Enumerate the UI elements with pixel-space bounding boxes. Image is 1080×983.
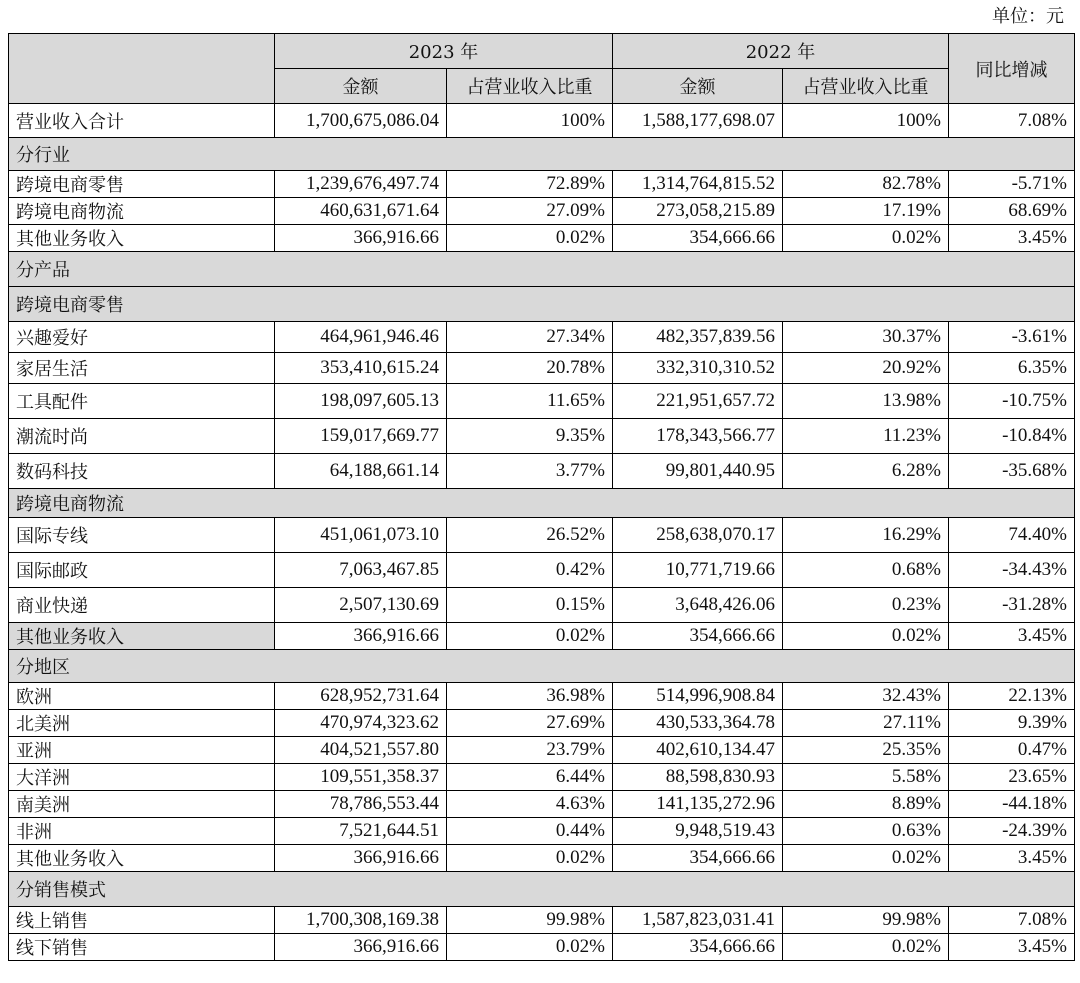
ratio-2023-cell: 11.65% <box>447 384 613 419</box>
yoy-cell: 74.40% <box>949 518 1075 553</box>
amount-2023-cell: 366,916.66 <box>275 845 447 872</box>
table-row <box>9 845 1075 872</box>
table-row <box>9 588 1075 623</box>
row-label: 线上销售 <box>9 907 275 934</box>
amount-2022-cell: 9,948,519.43 <box>613 818 783 845</box>
row-label: 家居生活 <box>9 353 275 384</box>
amount-2022-cell: 514,996,908.84 <box>613 683 783 710</box>
row-label: 数码科技 <box>9 454 275 489</box>
ratio-2022-cell: 0.02% <box>783 225 949 252</box>
section-row <box>9 650 1075 683</box>
row-label: 跨境电商零售 <box>9 171 275 198</box>
amount-2023-cell: 7,063,467.85 <box>275 553 447 588</box>
row-label: 北美洲 <box>9 710 275 737</box>
ratio-2022-cell: 0.68% <box>783 553 949 588</box>
ratio-2022-cell: 0.02% <box>783 845 949 872</box>
amount-2023-cell: 109,551,358.37 <box>275 764 447 791</box>
amount-2022-cell: 88,598,830.93 <box>613 764 783 791</box>
section-label: 分销售模式 <box>9 872 1075 907</box>
yoy-cell: 0.47% <box>949 737 1075 764</box>
row-label: 国际专线 <box>9 518 275 553</box>
row-label: 国际邮政 <box>9 553 275 588</box>
amount-2022-cell: 354,666.66 <box>613 225 783 252</box>
ratio-2023-cell: 26.52% <box>447 518 613 553</box>
table-body <box>9 104 1075 961</box>
amount-2023-cell: 404,521,557.80 <box>275 737 447 764</box>
amount-2023-cell: 1,700,308,169.38 <box>275 907 447 934</box>
amount-2023-cell: 159,017,669.77 <box>275 419 447 454</box>
row-label: 其他业务收入 <box>9 623 275 650</box>
ratio-2022-cell: 25.35% <box>783 737 949 764</box>
amount-2022-cell: 354,666.66 <box>613 623 783 650</box>
yoy-cell: -10.75% <box>949 384 1075 419</box>
amount-2022-cell: 402,610,134.47 <box>613 737 783 764</box>
amount-2023-cell: 460,631,671.64 <box>275 198 447 225</box>
table-row <box>9 553 1075 588</box>
header-blank <box>9 34 275 104</box>
yoy-cell: -5.71% <box>949 171 1075 198</box>
ratio-2022-cell: 99.98% <box>783 907 949 934</box>
section-label: 分地区 <box>9 650 1075 683</box>
row-label: 欧洲 <box>9 683 275 710</box>
amount-2023-cell: 451,061,073.10 <box>275 518 447 553</box>
ratio-2022-cell: 11.23% <box>783 419 949 454</box>
yoy-cell: 3.45% <box>949 623 1075 650</box>
ratio-2022-cell: 13.98% <box>783 384 949 419</box>
yoy-cell: -24.39% <box>949 818 1075 845</box>
table-row <box>9 322 1075 353</box>
amount-2022-cell: 1,587,823,031.41 <box>613 907 783 934</box>
amount-2023-cell: 198,097,605.13 <box>275 384 447 419</box>
yoy-cell: 22.13% <box>949 683 1075 710</box>
table-row <box>9 104 1075 138</box>
ratio-2023-cell: 36.98% <box>447 683 613 710</box>
ratio-2023-cell: 0.15% <box>447 588 613 623</box>
ratio-2022-cell: 6.28% <box>783 454 949 489</box>
header-amount-2022: 金额 <box>613 69 783 104</box>
amount-2023-cell: 464,961,946.46 <box>275 322 447 353</box>
yoy-cell: -44.18% <box>949 791 1075 818</box>
header-row-years <box>9 34 1075 69</box>
ratio-2023-cell: 99.98% <box>447 907 613 934</box>
table-row <box>9 764 1075 791</box>
yoy-cell: 9.39% <box>949 710 1075 737</box>
amount-2022-cell: 258,638,070.17 <box>613 518 783 553</box>
amount-2022-cell: 178,343,566.77 <box>613 419 783 454</box>
ratio-2022-cell: 16.29% <box>783 518 949 553</box>
yoy-cell: 3.45% <box>949 845 1075 872</box>
table-row <box>9 419 1075 454</box>
amount-2023-cell: 366,916.66 <box>275 225 447 252</box>
section-row <box>9 489 1075 518</box>
table-row <box>9 198 1075 225</box>
amount-2022-cell: 354,666.66 <box>613 934 783 961</box>
header-ratio-2023: 占营业收入比重 <box>447 69 613 104</box>
yoy-cell: 6.35% <box>949 353 1075 384</box>
amount-2022-cell: 332,310,310.52 <box>613 353 783 384</box>
amount-2023-cell: 1,239,676,497.74 <box>275 171 447 198</box>
ratio-2023-cell: 0.42% <box>447 553 613 588</box>
amount-2023-cell: 1,700,675,086.04 <box>275 104 447 138</box>
yoy-cell: 7.08% <box>949 907 1075 934</box>
amount-2023-cell: 628,952,731.64 <box>275 683 447 710</box>
amount-2023-cell: 2,507,130.69 <box>275 588 447 623</box>
amount-2023-cell: 470,974,323.62 <box>275 710 447 737</box>
amount-2022-cell: 10,771,719.66 <box>613 553 783 588</box>
unit-label: 单位：元 <box>992 6 1064 27</box>
table-row <box>9 353 1075 384</box>
row-label: 大洋洲 <box>9 764 275 791</box>
yoy-cell: -31.28% <box>949 588 1075 623</box>
row-label: 线下销售 <box>9 934 275 961</box>
amount-2022-cell: 141,135,272.96 <box>613 791 783 818</box>
ratio-2023-cell: 0.02% <box>447 845 613 872</box>
ratio-2023-cell: 6.44% <box>447 764 613 791</box>
section-row <box>9 287 1075 322</box>
table-row <box>9 737 1075 764</box>
table-row <box>9 384 1075 419</box>
amount-2022-cell: 3,648,426.06 <box>613 588 783 623</box>
ratio-2022-cell: 20.92% <box>783 353 949 384</box>
yoy-cell: 3.45% <box>949 934 1075 961</box>
ratio-2023-cell: 0.02% <box>447 225 613 252</box>
amount-2023-cell: 366,916.66 <box>275 623 447 650</box>
row-label: 工具配件 <box>9 384 275 419</box>
yoy-cell: -35.68% <box>949 454 1075 489</box>
ratio-2022-cell: 0.23% <box>783 588 949 623</box>
amount-2022-cell: 354,666.66 <box>613 845 783 872</box>
yoy-cell: 3.45% <box>949 225 1075 252</box>
section-row <box>9 872 1075 907</box>
amount-2022-cell: 273,058,215.89 <box>613 198 783 225</box>
ratio-2023-cell: 0.02% <box>447 623 613 650</box>
row-label: 非洲 <box>9 818 275 845</box>
row-label: 营业收入合计 <box>9 104 275 138</box>
ratio-2022-cell: 27.11% <box>783 710 949 737</box>
amount-2023-cell: 366,916.66 <box>275 934 447 961</box>
yoy-cell: -10.84% <box>949 419 1075 454</box>
ratio-2022-cell: 0.02% <box>783 623 949 650</box>
section-label: 分行业 <box>9 138 1075 171</box>
yoy-cell: -34.43% <box>949 553 1075 588</box>
ratio-2022-cell: 0.02% <box>783 934 949 961</box>
revenue-table <box>8 33 1075 961</box>
table-row <box>9 934 1075 961</box>
amount-2022-cell: 221,951,657.72 <box>613 384 783 419</box>
table-row <box>9 454 1075 489</box>
table-row <box>9 171 1075 198</box>
amount-2023-cell: 78,786,553.44 <box>275 791 447 818</box>
ratio-2023-cell: 20.78% <box>447 353 613 384</box>
table-row <box>9 710 1075 737</box>
ratio-2022-cell: 100% <box>783 104 949 138</box>
header-ratio-2022: 占营业收入比重 <box>783 69 949 104</box>
ratio-2022-cell: 8.89% <box>783 791 949 818</box>
section-label: 分产品 <box>9 252 1075 287</box>
ratio-2022-cell: 0.63% <box>783 818 949 845</box>
amount-2023-cell: 7,521,644.51 <box>275 818 447 845</box>
table-row <box>9 791 1075 818</box>
row-label: 兴趣爱好 <box>9 322 275 353</box>
ratio-2023-cell: 0.44% <box>447 818 613 845</box>
ratio-2023-cell: 27.09% <box>447 198 613 225</box>
row-label: 其他业务收入 <box>9 225 275 252</box>
amount-2023-cell: 353,410,615.24 <box>275 353 447 384</box>
amount-2022-cell: 482,357,839.56 <box>613 322 783 353</box>
section-label: 跨境电商物流 <box>9 489 1075 518</box>
ratio-2023-cell: 72.89% <box>447 171 613 198</box>
amount-2023-cell: 64,188,661.14 <box>275 454 447 489</box>
amount-2022-cell: 1,588,177,698.07 <box>613 104 783 138</box>
ratio-2022-cell: 30.37% <box>783 322 949 353</box>
table-row <box>9 225 1075 252</box>
ratio-2023-cell: 4.63% <box>447 791 613 818</box>
header-year-2023: 2023 年 <box>275 34 613 69</box>
ratio-2023-cell: 3.77% <box>447 454 613 489</box>
row-label: 跨境电商物流 <box>9 198 275 225</box>
table-row <box>9 518 1075 553</box>
ratio-2022-cell: 82.78% <box>783 171 949 198</box>
table-row <box>9 818 1075 845</box>
table-row <box>9 623 1075 650</box>
row-label: 南美洲 <box>9 791 275 818</box>
ratio-2022-cell: 5.58% <box>783 764 949 791</box>
yoy-cell: 7.08% <box>949 104 1075 138</box>
ratio-2022-cell: 17.19% <box>783 198 949 225</box>
section-row <box>9 252 1075 287</box>
yoy-cell: -3.61% <box>949 322 1075 353</box>
header-year-2022: 2022 年 <box>613 34 949 69</box>
ratio-2023-cell: 27.69% <box>447 710 613 737</box>
row-label: 亚洲 <box>9 737 275 764</box>
ratio-2023-cell: 23.79% <box>447 737 613 764</box>
ratio-2022-cell: 32.43% <box>783 683 949 710</box>
amount-2022-cell: 430,533,364.78 <box>613 710 783 737</box>
yoy-cell: 68.69% <box>949 198 1075 225</box>
yoy-cell: 23.65% <box>949 764 1075 791</box>
header-yoy: 同比增减 <box>949 34 1075 104</box>
row-label: 潮流时尚 <box>9 419 275 454</box>
amount-2022-cell: 99,801,440.95 <box>613 454 783 489</box>
ratio-2023-cell: 100% <box>447 104 613 138</box>
ratio-2023-cell: 0.02% <box>447 934 613 961</box>
row-label: 商业快递 <box>9 588 275 623</box>
ratio-2023-cell: 27.34% <box>447 322 613 353</box>
table-row <box>9 683 1075 710</box>
ratio-2023-cell: 9.35% <box>447 419 613 454</box>
amount-2022-cell: 1,314,764,815.52 <box>613 171 783 198</box>
table-row <box>9 907 1075 934</box>
header-amount-2023: 金额 <box>275 69 447 104</box>
section-label: 跨境电商零售 <box>9 287 1075 322</box>
section-row <box>9 138 1075 171</box>
row-label: 其他业务收入 <box>9 845 275 872</box>
